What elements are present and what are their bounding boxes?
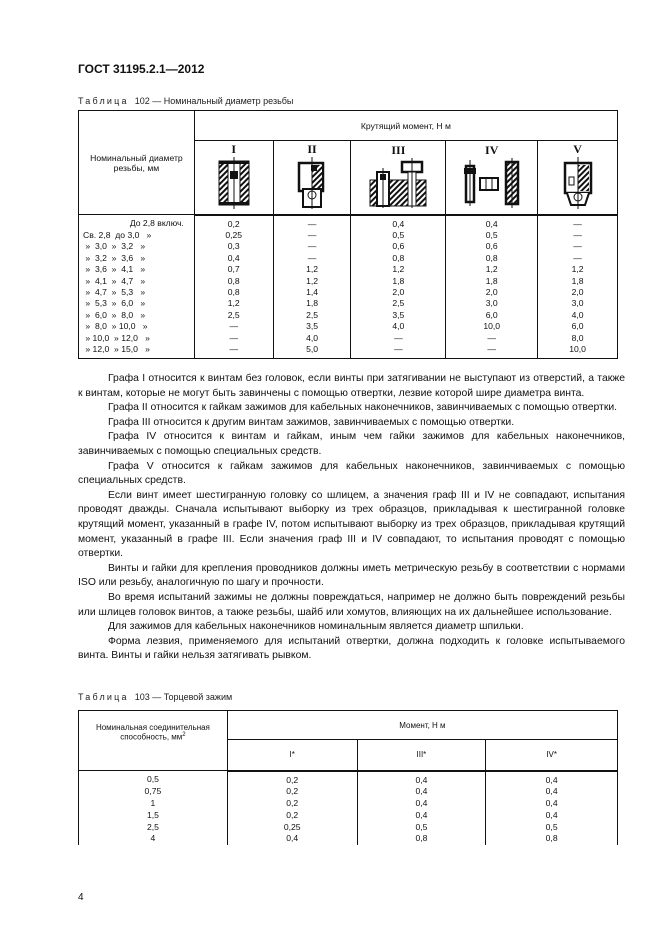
column-label: I: [231, 141, 237, 156]
column-header-iv: [446, 141, 538, 215]
column-label: IV: [485, 142, 499, 157]
table-cell: —: [446, 333, 538, 344]
table-cell: —: [194, 344, 273, 359]
table-row: [79, 310, 618, 321]
table-row: [79, 822, 618, 834]
table-cell: 4,0: [351, 321, 446, 332]
column-label: III: [391, 142, 406, 157]
table-cell: —: [273, 253, 351, 264]
table-cell: 4,0: [538, 310, 618, 321]
table-cell: 0,5: [351, 230, 446, 241]
table-cell: 0,2: [227, 798, 357, 810]
table-cell: —: [351, 333, 446, 344]
caption-text: 103 — Торцевой зажим: [134, 692, 233, 702]
table-cell: 8,0: [538, 333, 618, 344]
paragraph: Во время испытаний зажимы не должны повреждаться, например не должно быть повреждений резьбы или шлицев головок винтов, а также резьбы, шайб или хомутов, влияющих на их дальнейшее использование.: [78, 591, 625, 618]
table-cell: 10,0: [446, 321, 538, 332]
row-label: 0,5: [79, 771, 228, 787]
table-cell: 6,0: [446, 310, 538, 321]
row-label: Св. 2,8 до 3,0 »: [79, 230, 195, 241]
paragraph: Для зажимов для кабельных наконечников номинальным является диаметр шпильки.: [108, 621, 524, 633]
table-row: [79, 276, 618, 287]
table-row: [79, 241, 618, 252]
table-cell: 0,25: [227, 822, 357, 834]
table-cell: 1,4: [273, 287, 351, 298]
table-cell: 4,0: [273, 333, 351, 344]
row-header-text: Номинальная соединительная способность, мм: [95, 723, 210, 742]
table-cell: 0,8: [446, 253, 538, 264]
row-label: 0,75: [79, 786, 228, 798]
row-label: » 3,6 » 4,1 »: [79, 264, 195, 275]
table-cell: 0,4: [486, 798, 618, 810]
table-cell: 0,3: [194, 241, 273, 252]
column-header: III*: [357, 740, 486, 771]
table-cell: 1,2: [194, 298, 273, 309]
superscript: 2: [182, 732, 186, 738]
caption-text: 102 — Номинальный диаметр резьбы: [134, 96, 294, 106]
column-label: V: [573, 141, 582, 156]
table-row: [79, 344, 618, 359]
table-cell: —: [538, 253, 618, 264]
table-cell: —: [273, 241, 351, 252]
row-label: » 3,2 » 3,6 »: [79, 253, 195, 264]
paragraph: Винты и гайки для крепления проводников должны иметь метрическую резьбу в соответствии с нормами ISO или резьбу, аналогичную по шагу и прочности.: [78, 562, 625, 589]
table-cell: 3,0: [446, 298, 538, 309]
special-tool-screw-figure: [462, 158, 522, 208]
table-row: [79, 264, 618, 275]
table-cell: 2,0: [446, 287, 538, 298]
table-cell: 6,0: [538, 321, 618, 332]
table-row: [79, 298, 618, 309]
table-cell: 0,8: [351, 253, 446, 264]
table-cell: 1,2: [273, 264, 351, 275]
table-cell: 0,2: [227, 771, 357, 787]
row-label: » 12,0 » 15,0 »: [79, 344, 195, 359]
table-cell: 1,8: [273, 298, 351, 309]
row-label: 4: [79, 833, 228, 845]
row-label: » 5,3 » 6,0 »: [79, 298, 195, 309]
table-cell: 0,8: [486, 833, 618, 845]
column-label: II: [307, 141, 317, 156]
caption-word: Таблица: [78, 96, 129, 106]
column-header-iii: [351, 141, 446, 215]
paragraph: Графа V относится к гайкам зажимов для кабельных наконечников, завинчиваемых с помощью специальных средств.: [78, 460, 625, 487]
table-cell: 1,8: [538, 276, 618, 287]
table-102-caption: [78, 96, 293, 106]
table-cell: —: [273, 230, 351, 241]
row-label: 1,5: [79, 810, 228, 822]
table-cell: —: [538, 241, 618, 252]
table-cell: 3,5: [273, 321, 351, 332]
column-header: IV*: [486, 740, 618, 771]
row-label: » 4,1 » 4,7 »: [79, 276, 195, 287]
table-cell: 2,5: [351, 298, 446, 309]
table-cell: 2,5: [194, 310, 273, 321]
table-cell: 0,2: [227, 786, 357, 798]
row-label: До 2,8 включ.: [79, 215, 195, 230]
table-row: [79, 287, 618, 298]
table-row: [79, 215, 618, 230]
table-cell: 0,4: [486, 786, 618, 798]
caption-word: Таблица: [78, 692, 129, 702]
table-row: [79, 786, 618, 798]
table-cell: 0,4: [486, 810, 618, 822]
table-102: [78, 110, 618, 359]
body-text: [78, 372, 625, 664]
clamp-screw-figure: [368, 158, 428, 208]
column-header-i: [194, 141, 273, 215]
table-cell: 0,5: [486, 822, 618, 834]
document-title: ГОСТ 31195.2.1—2012: [78, 62, 205, 76]
table-cell: —: [273, 215, 351, 230]
table-cell: 1,2: [446, 264, 538, 275]
group-header: Момент, Н м: [227, 711, 617, 740]
table-cell: 5,0: [273, 344, 351, 359]
table-cell: 0,6: [446, 241, 538, 252]
table-cell: 0,5: [446, 230, 538, 241]
table-row: [79, 771, 618, 787]
paragraph: Графа IV относится к винтам и гайкам, иным чем гайки зажимов для кабельных наконечников, завинчиваемых с помощью специальных средств.: [78, 431, 625, 457]
row-label: » 3,0 » 3,2 »: [79, 241, 195, 252]
column-header: I*: [227, 740, 357, 771]
page-number: 4: [78, 892, 84, 903]
table-cell: 1,2: [351, 264, 446, 275]
table-cell: 1,8: [351, 276, 446, 287]
paragraph: Графа II относится к гайкам зажимов для кабельных наконечников, завинчиваемых с помощью отвертки.: [108, 402, 618, 414]
column-header-v: [538, 141, 618, 215]
table-103-caption: [78, 692, 232, 702]
table-cell: —: [446, 344, 538, 359]
table-cell: 0,4: [351, 215, 446, 230]
table-cell: 0,6: [351, 241, 446, 252]
row-label: » 8,0 » 10,0 »: [79, 321, 195, 332]
table-cell: 0,8: [194, 287, 273, 298]
table-cell: 0,4: [357, 798, 486, 810]
paragraph: Форма лезвия, применяемого для испытаний отвертки, должна подходить к головке испытываемого винта. Винты и гайки нельзя затягивать рывком.: [78, 635, 625, 662]
table-cell: 0,2: [227, 810, 357, 822]
table-cell: 2,5: [273, 310, 351, 321]
table-cell: 0,4: [486, 771, 618, 787]
column-header-ii: [273, 141, 351, 215]
table-cell: 0,7: [194, 264, 273, 275]
table-cell: —: [194, 321, 273, 332]
table-cell: 0,5: [357, 822, 486, 834]
table-cell: 0,4: [357, 771, 486, 787]
table-cell: 0,4: [357, 810, 486, 822]
table-cell: 2,0: [538, 287, 618, 298]
table-row: [79, 253, 618, 264]
row-header: Номинальный диаметр резьбы, мм: [79, 111, 195, 215]
screw-without-head-figure: [217, 157, 251, 209]
cable-lug-nut-special-figure: [563, 157, 593, 209]
table-cell: 0,4: [227, 833, 357, 845]
row-header: [79, 711, 228, 771]
table-103: [78, 710, 618, 845]
table-cell: 1,8: [446, 276, 538, 287]
table-cell: 2,0: [351, 287, 446, 298]
row-label: » 4,7 » 5,3 »: [79, 287, 195, 298]
table-cell: —: [538, 230, 618, 241]
row-label: » 10,0 » 12,0 »: [79, 333, 195, 344]
row-label: 2,5: [79, 822, 228, 834]
table-row: [79, 321, 618, 332]
table-cell: 3,5: [351, 310, 446, 321]
table-cell: 3,0: [538, 298, 618, 309]
table-cell: 10,0: [538, 344, 618, 359]
table-cell: 0,4: [446, 215, 538, 230]
row-label: 1: [79, 798, 228, 810]
table-row: [79, 833, 618, 845]
table-cell: —: [538, 215, 618, 230]
table-row: [79, 333, 618, 344]
table-row: [79, 230, 618, 241]
paragraph: Графа III относится к другим винтам зажимов, завинчиваемых с помощью отвертки.: [108, 416, 515, 428]
table-cell: 0,2: [194, 215, 273, 230]
row-label: » 6,0 » 8,0 »: [79, 310, 195, 321]
table-cell: 0,8: [194, 276, 273, 287]
table-cell: 0,8: [357, 833, 486, 845]
group-header: Крутящий момент, Н м: [194, 111, 617, 141]
table-row: [79, 798, 618, 810]
table-cell: 0,25: [194, 230, 273, 241]
table-cell: —: [351, 344, 446, 359]
cable-lug-nut-figure: [297, 157, 327, 209]
table-cell: 0,4: [357, 786, 486, 798]
table-cell: —: [194, 333, 273, 344]
paragraph: Графа I относится к винтам без головок, если винты при затягивании не выступают из отверстий, а также к винтам, которые не могут быть завинчены с помощью отвертки, лезвие которой шире диаметра винта.: [78, 373, 625, 399]
table-row: [79, 810, 618, 822]
table-cell: 1,2: [538, 264, 618, 275]
table-cell: 0,4: [194, 253, 273, 264]
paragraph: Если винт имеет шестигранную головку со шлицем, а значения граф III и IV не совпадают, испытания проводят дважды. Сначала испытывают выборку из трех образцов, прикладывая к шестигранной головке крутящий момент, указанный в графе IV, потом испытывают выборку из трех образцов, прикладывая крутящий момент, указанный в графе III. Если значения граф III и IV совпадают, то испытания проводят с помощью отвертки.: [78, 489, 625, 560]
table-cell: 1,2: [273, 276, 351, 287]
